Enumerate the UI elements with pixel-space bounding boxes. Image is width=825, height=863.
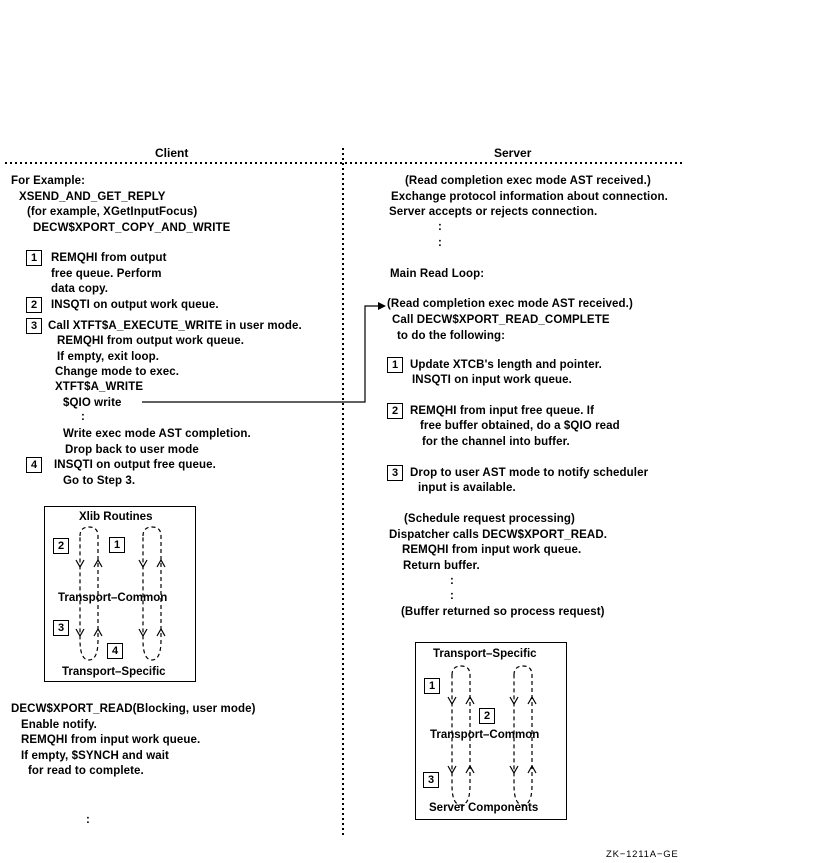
server-line: Return buffer.: [403, 560, 480, 572]
client-line: DECW$XPORT_READ(Blocking, user mode): [11, 703, 256, 715]
xlib-routines-label: Xlib Routines: [79, 511, 153, 523]
server-line: REMQHI from input free queue. If: [410, 405, 595, 417]
client-step-marker: 2: [26, 297, 42, 313]
server-box-marker: 2: [479, 708, 495, 724]
client-line: Drop back to user mode: [65, 444, 199, 456]
server-step-marker: 3: [387, 465, 403, 481]
client-line: If empty, exit loop.: [57, 351, 160, 363]
client-step-marker: 3: [26, 318, 42, 334]
client-line: Go to Step 3.: [63, 475, 136, 487]
server-line: to do the following:: [397, 330, 506, 342]
client-line: XSEND_AND_GET_REPLY: [19, 191, 166, 203]
client-line: Enable notify.: [21, 719, 97, 731]
client-line: Call XTFT$A_EXECUTE_WRITE in user mode.: [48, 320, 302, 332]
client-line: REMQHI from input work queue.: [21, 734, 201, 746]
server-line: Update XTCB's length and pointer.: [410, 359, 602, 371]
server-components-label: Server Components: [429, 802, 539, 814]
client-line: If empty, $SYNCH and wait: [21, 750, 169, 762]
server-line: Server accepts or rejects connection.: [389, 206, 598, 218]
client-step-marker: 1: [26, 250, 42, 266]
client-line: XTFT$A_WRITE: [55, 381, 144, 393]
server-line: :: [438, 221, 442, 233]
client-line: REMQHI from output work queue.: [57, 335, 244, 347]
client-box-marker: 2: [53, 538, 69, 554]
figure-id: ZK−1211A−GE: [606, 849, 679, 860]
client-line: (for example, XGetInputFocus): [27, 206, 198, 218]
server-line: Main Read Loop:: [390, 268, 485, 280]
server-line: :: [450, 590, 454, 602]
client-line: DECW$XPORT_COPY_AND_WRITE: [33, 222, 231, 234]
client-header: Client: [155, 146, 189, 160]
client-line: for read to complete.: [28, 765, 144, 777]
server-box-marker: 3: [423, 772, 439, 788]
client-step-marker: 4: [26, 457, 42, 473]
server-line: (Read completion exec mode AST received.): [405, 175, 651, 187]
server-line: (Buffer returned so process request): [401, 606, 605, 618]
client-line: :: [81, 411, 85, 423]
client-box-marker: 1: [109, 537, 125, 553]
server-line: (Schedule request processing): [404, 513, 575, 525]
client-line: Write exec mode AST completion.: [63, 428, 251, 440]
server-header: Server: [494, 146, 532, 160]
server-line: Call DECW$XPORT_READ_COMPLETE: [392, 314, 610, 326]
server-line: input is available.: [418, 482, 516, 494]
client-line: Change mode to exec.: [55, 366, 180, 378]
client-line: $QIO write: [63, 397, 122, 409]
server-line: :: [450, 575, 454, 587]
server-box-marker: 1: [424, 678, 440, 694]
server-step-marker: 1: [387, 357, 403, 373]
server-line: Exchange protocol information about connection.: [391, 191, 668, 203]
server-line: REMQHI from input work queue.: [402, 544, 582, 556]
server-transport-common-label: Transport–Common: [430, 729, 540, 741]
server-transport-specific-label: Transport–Specific: [433, 648, 537, 660]
server-line: for the channel into buffer.: [422, 436, 570, 448]
client-line: For Example:: [11, 175, 86, 187]
qio-connector-arrowhead: [378, 302, 386, 310]
server-line: free buffer obtained, do a $QIO read: [420, 420, 620, 432]
client-line: REMQHI from output: [51, 252, 167, 264]
client-line: :: [86, 814, 90, 826]
client-transport-specific-label: Transport–Specific: [62, 666, 166, 678]
server-line: (Read completion exec mode AST received.): [387, 298, 633, 310]
server-line: INSQTI on input work queue.: [412, 374, 572, 386]
client-box-marker: 3: [53, 620, 69, 636]
server-line: Dispatcher calls DECW$XPORT_READ.: [389, 529, 608, 541]
client-line: free queue. Perform: [51, 268, 162, 280]
server-line: Drop to user AST mode to notify scheduler: [410, 467, 649, 479]
server-step-marker: 2: [387, 403, 403, 419]
client-line: data copy.: [51, 283, 109, 295]
client-box-marker: 4: [107, 643, 123, 659]
client-transport-common-label: Transport–Common: [58, 592, 168, 604]
client-line: INSQTI on output work queue.: [51, 299, 219, 311]
server-line: :: [438, 237, 442, 249]
client-line: INSQTI on output free queue.: [54, 459, 216, 471]
